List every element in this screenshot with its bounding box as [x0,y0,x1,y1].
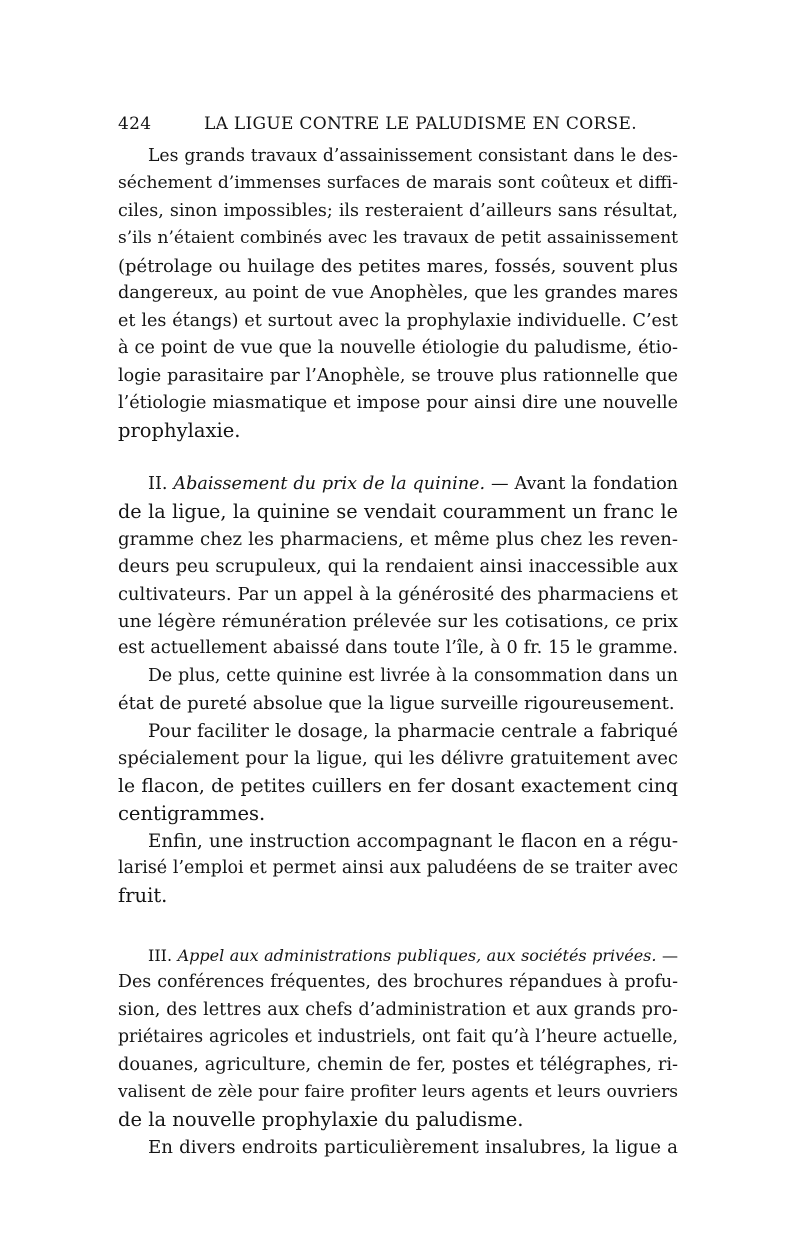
text-line: sion, des lettres aux chefs d’administration et aux grands pro- [118,999,678,1020]
text-line: cultivateurs. Par un appel à la générosité des pharmaciens et [118,583,678,605]
text-line: séchement d’immenses surfaces de marais sont coûteux et diffi- [118,173,678,194]
body-text [118,143,678,1161]
text-line: s’ils n’étaient combinés avec les travaux de petit assainissement [118,228,678,249]
text-line: De plus, cette quinine est livrée à la consommation dans un [148,665,678,686]
text-line: logie parasitaire par l’Anophèle, se trouve plus rationnelle que [118,365,678,386]
text-line: de la nouvelle prophylaxie du paludisme. [118,1108,524,1132]
text-line: deurs peu scrupuleux, qui la rendaient ainsi inaccessible aux [118,556,678,578]
text-line: gramme chez les pharmaciens, et même plus chez les reven- [118,528,678,550]
section-heading-2 [118,471,678,498]
text-line: état de pureté absolue que la ligue surveille rigoureusement. [118,693,675,715]
text-line: dangereux, au point de vue Anophèles, que les grandes mares [118,283,678,304]
running-title: LA LIGUE CONTRE LE PALUDISME EN CORSE. [204,114,637,134]
section-heading-tail: — [656,945,678,965]
section-title: Abaissement du prix de la quinine. [173,473,486,494]
text-line: douanes, agriculture, chemin de fer, postes et télégraphes, ri- [118,1054,678,1075]
text-line: le flacon, de petites cuillers en fer dosant exactement cinq [118,775,678,797]
text-line: Les grands travaux d’assainissement consistant dans le des- [148,146,678,166]
section-numeral: III. [148,945,173,965]
text-line: et les étangs) et surtout avec la prophylaxie individuelle. C’est [118,310,678,331]
text-line: valisent de zèle pour faire profiter leurs agents et leurs ouvriers [118,1082,678,1102]
section-heading-tail: — Avant la fondation [485,473,678,494]
text-line: (pétrolage ou huilage des petites mares, fossés, souvent plus [118,255,678,277]
text-line: ciles, sinon impossibles; ils resteraient d’ailleurs sans résultat, [118,200,678,221]
text-line: une légère rémunération prélevée sur les cotisations, ce prix [118,611,678,632]
text-line: Des conférences fréquentes, des brochures répandues à profu- [118,972,678,993]
text-line: l’étiologie miasmatique et impose pour ainsi dire une nouvelle [118,392,678,413]
section-heading-3 [118,942,678,969]
running-head [118,114,678,142]
text-line: En divers endroits particulièrement insalubres, la ligue a [148,1136,678,1158]
text-line: prophylaxie. [118,419,241,443]
text-line: centigrammes. [118,802,266,826]
text-line: priétaires agricoles et industriels, ont fait qu’à l’heure actuelle, [118,1027,678,1048]
section-title: Appel aux administrations publiques, aux sociétés privées. [177,945,657,965]
text-line: fruit. [118,884,168,908]
text-line: est actuellement abaissé dans toute l’île, à 0 fr. 15 le gramme. [118,638,678,659]
text-line: Pour faciliter le dosage, la pharmacie centrale a fabriqué [148,720,678,742]
text-line: larisé l’emploi et permet ainsi aux paludéens de se traiter avec [118,857,678,878]
text-line: spécialement pour la ligue, qui les délivre gratuitement avec [118,748,678,770]
section-numeral: II. [148,473,168,494]
text-line: de la ligue, la quinine se vendait couramment un franc le [118,500,678,524]
text-line: Enfin, une instruction accompagnant le flacon en a régu- [148,830,678,852]
page-number: 424 [118,114,152,134]
text-line: à ce point de vue que la nouvelle étiologie du paludisme, étio- [118,338,678,359]
